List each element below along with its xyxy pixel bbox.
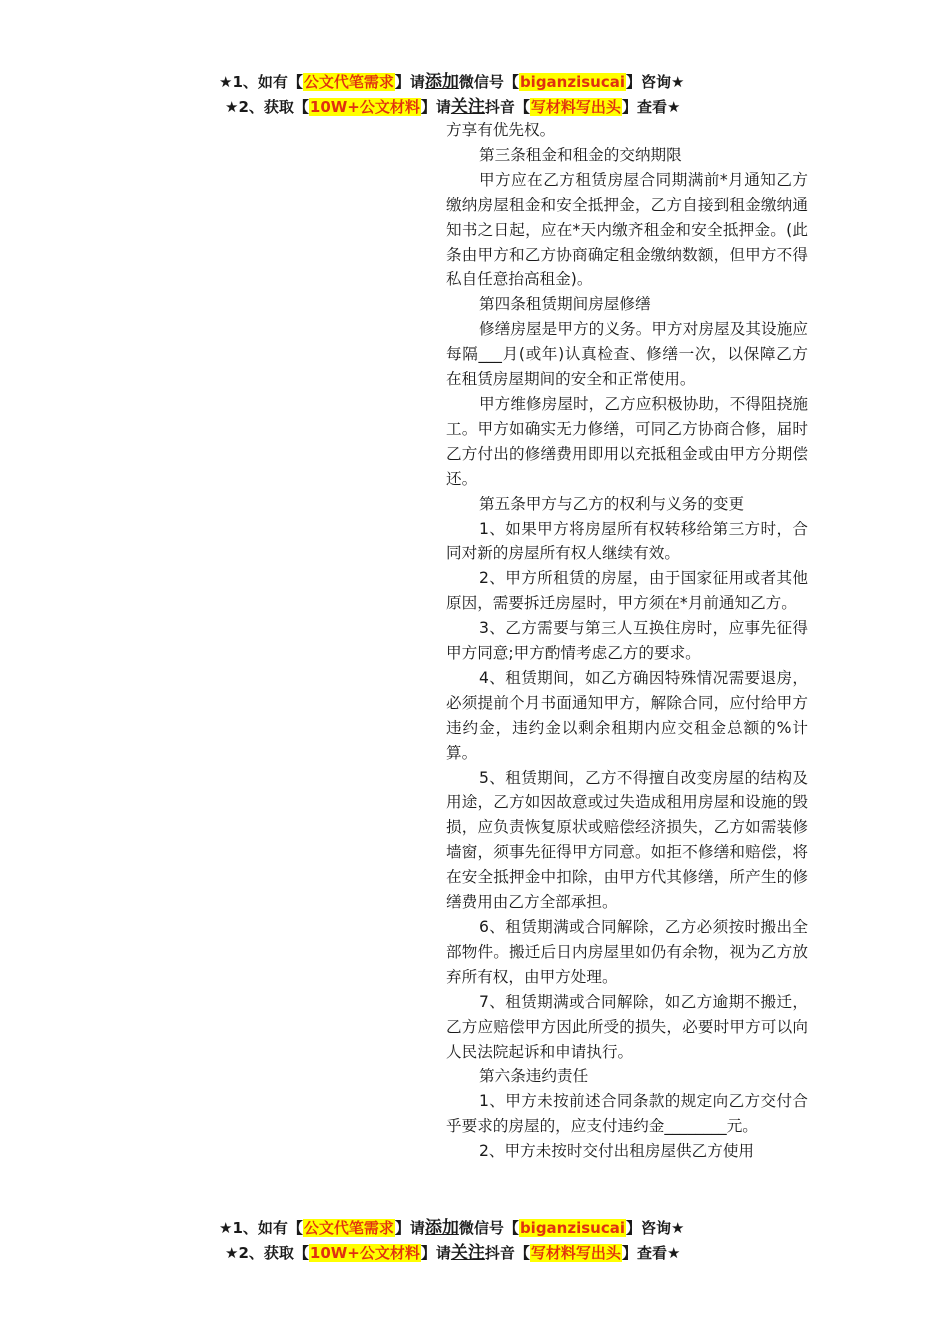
- contract-paragraph: 6、租赁期满或合同解除，乙方必须按时搬出全部物件。搬迁后日内房屋里如仍有余物，视为乙方放弃所有权，由甲方处理。: [446, 918, 808, 986]
- promo-text: ★2、获取【: [225, 1244, 309, 1262]
- promo-text: 微信号【: [458, 1219, 519, 1237]
- promo-line-1: [219, 70, 684, 94]
- promo-line-1: [219, 1216, 684, 1240]
- promo-text: ★1、如有【: [219, 1219, 303, 1237]
- promo-text: 微信号【: [458, 73, 519, 91]
- contract-paragraph: 4、租赁期间，如乙方确因特殊情况需要退房，必须提前个月书面通知甲方，解除合同，应付给甲方违约金，违约金以剩余租期内应交租金总额的%计算。: [446, 668, 808, 762]
- promo-text: 】咨询★: [626, 1219, 685, 1237]
- contract-paragraph: 2、甲方未按时交付出租房屋供乙方使用: [479, 1142, 755, 1161]
- promo-underlined: 关注: [450, 1243, 485, 1263]
- promo-underlined: 关注: [450, 97, 485, 117]
- promo-text: 抖音【: [484, 1244, 530, 1262]
- promo-text: 】请: [394, 73, 425, 91]
- promo-underlined: 添加: [424, 72, 459, 92]
- contract-paragraph: 2、甲方所租赁的房屋，由于国家征用或者其他原因，需要拆迁房屋时，甲方须在*月前通知乙方。: [446, 569, 808, 613]
- promo-text: 】请: [394, 1219, 425, 1237]
- contract-paragraph: 甲方维修房屋时，乙方应积极协助，不得阻挠施工。甲方如确实无力修缮，可同乙方协商合修，届时乙方付出的修缮费用即用以充抵租金或由甲方分期偿还。: [446, 394, 808, 488]
- contract-paragraph: 修缮房屋是甲方的义务。甲方对房屋及其设施应每隔___月(或年)认真检查、修缮一次，以保障乙方在租赁房屋期间的安全和正常使用。: [446, 320, 808, 389]
- contract-paragraph: 方享有优先权。: [446, 121, 556, 139]
- promo-text: 】咨询★: [626, 73, 685, 91]
- promo-highlight: 10W+公文材料: [309, 98, 420, 116]
- promo-text: 】查看★: [621, 98, 681, 116]
- promo-highlight: 10W+公文材料: [309, 1244, 420, 1262]
- contract-paragraph: 甲方应在乙方租赁房屋合同期满前*月通知乙方缴纳房屋租金和安全抵押金，乙方自接到租金缴纳通知书之日起，应在*天内缴齐租金和安全抵押金。(此条由甲方和乙方协商确定租金缴纳数额，但甲方不得私自任意抬高租金)。: [446, 170, 808, 289]
- promo-underlined: 添加: [424, 1218, 459, 1238]
- contract-paragraph: 5、租赁期间，乙方不得擅自改变房屋的结构及用途，乙方如因故意或过失造成租用房屋和设施的毁损，应负责恢复原状或赔偿经济损失，乙方如需装修墙窗，须事先征得甲方同意。如拒不修缮和赔偿，将在安全抵押金中扣除，由甲方代其修缮，所产生的修缮费用由乙方全部承担。: [446, 768, 808, 912]
- contract-paragraph: 7、租赁期满或合同解除，如乙方逾期不搬迁，乙方应赔偿甲方因此所受的损失，必要时甲方可以向人民法院起诉和申请执行。: [446, 992, 808, 1061]
- promo-highlight: 写材料写出头: [530, 98, 621, 116]
- promo-text: 抖音【: [484, 98, 530, 116]
- promo-highlight: biganzisucai: [519, 1219, 625, 1237]
- contract-paragraph: 第三条租金和租金的交纳期限: [479, 145, 682, 164]
- promo-text: ★2、获取【: [225, 98, 309, 116]
- contract-paragraph: 1、甲方未按前述合同条款的规定向乙方交付合乎要求的房屋的，应支付违约金________元。: [446, 1092, 808, 1136]
- promo-highlight: 公文代笔需求: [303, 73, 394, 91]
- promo-text: 】查看★: [621, 1244, 681, 1262]
- promo-highlight: biganzisucai: [519, 73, 625, 91]
- contract-paragraph: 第四条租赁期间房屋修缮: [479, 295, 651, 314]
- contract-paragraph: 第五条甲方与乙方的权利与义务的变更: [479, 494, 745, 513]
- promo-line-2: [225, 1241, 680, 1265]
- contract-body: [446, 118, 808, 1164]
- promo-highlight: 公文代笔需求: [303, 1219, 394, 1237]
- promo-text: 】请: [420, 1244, 451, 1262]
- promo-text: ★1、如有【: [219, 73, 303, 91]
- contract-paragraph: 第六条违约责任: [479, 1067, 589, 1086]
- promo-line-2: [225, 95, 680, 119]
- promo-text: 】请: [420, 98, 451, 116]
- contract-paragraph: 3、乙方需要与第三人互换住房时，应事先征得甲方同意;甲方酌情考虑乙方的要求。: [446, 619, 808, 663]
- promo-highlight: 写材料写出头: [530, 1244, 621, 1262]
- contract-paragraph: 1、如果甲方将房屋所有权转移给第三方时，合同对新的房屋所有权人继续有效。: [446, 519, 808, 563]
